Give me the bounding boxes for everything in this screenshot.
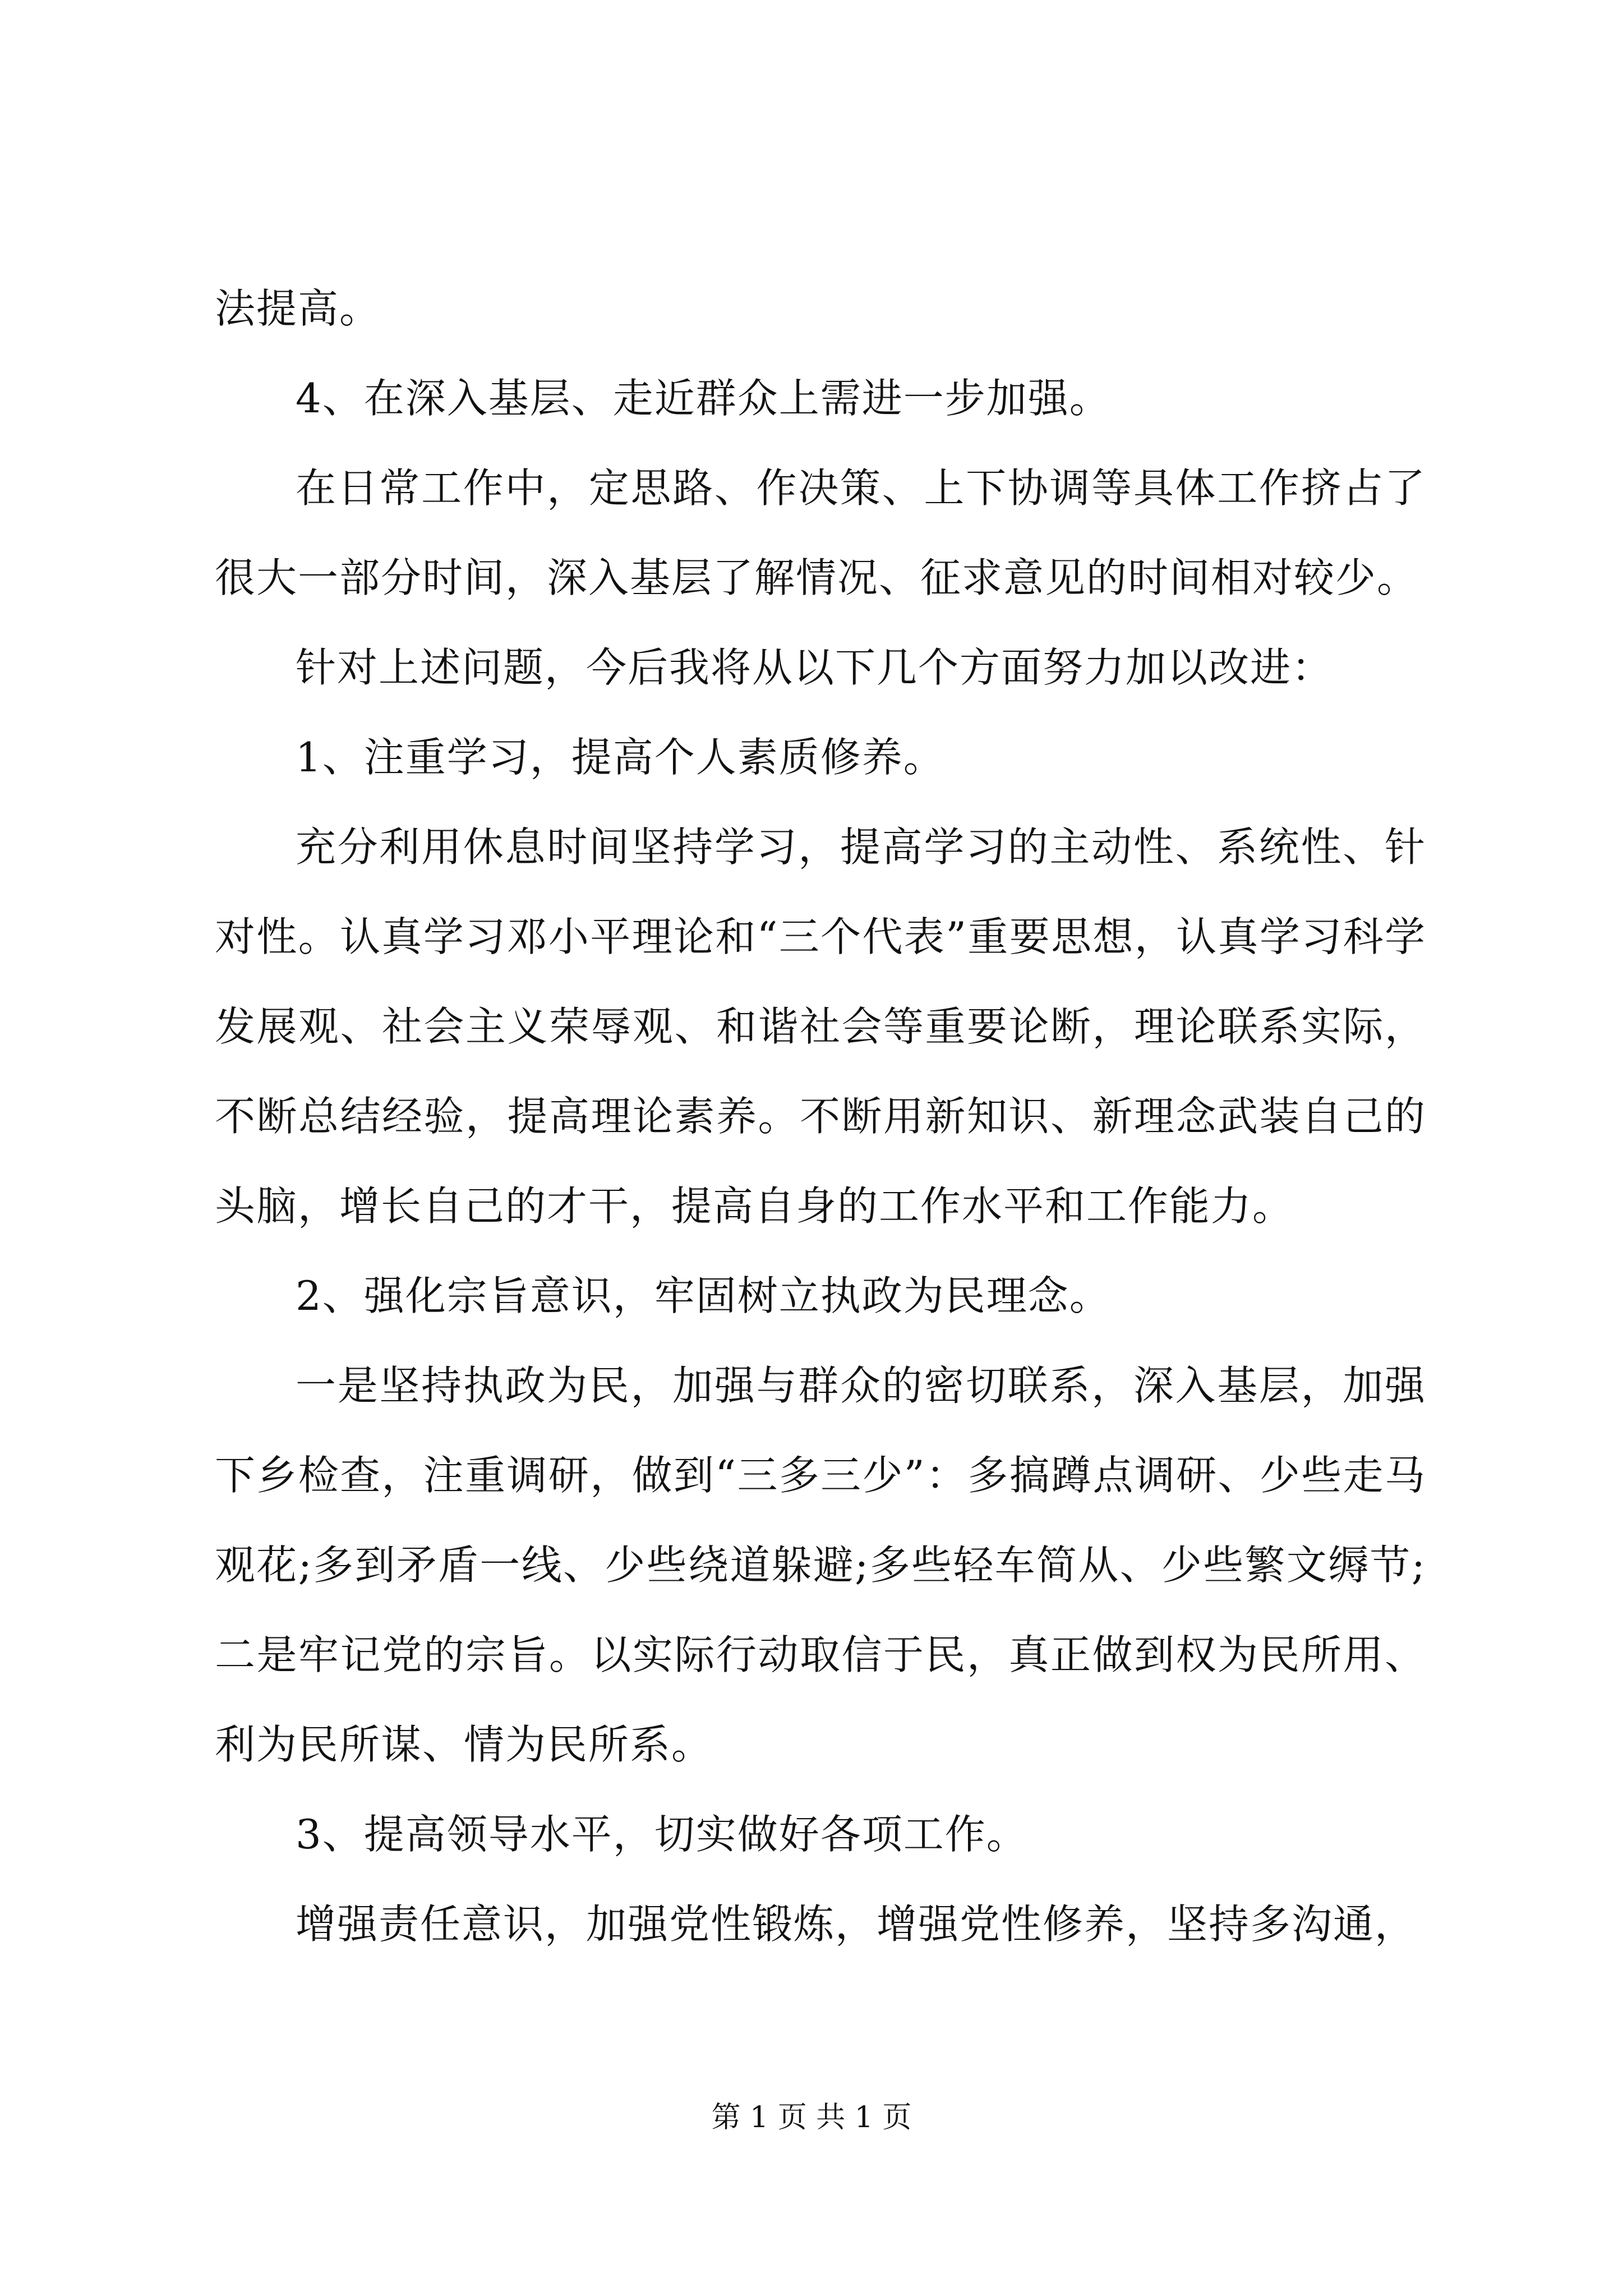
paragraph-6: 充分利用休息时间坚持学习，提高学习的主动性、系统性、针对性。认真学习邓小平理论和“三个代表”重要思想，认真学习科学发展观、社会主义荣辱观、和谐社会等重要论断，理论联系实际，不断总结经验，提高理论素养。不断用新知识、新理念武装自己的头脑，增长自己的才干，提高自身的工作水平和工作能力。 — [215, 823, 1426, 1230]
document-body — [215, 264, 1426, 1969]
paragraph-9: 3、提高领导水平，切实做好各项工作。 — [296, 1811, 1028, 1858]
paragraph-8: 一是坚持执政为民，加强与群众的密切联系，深入基层，加强下乡检查，注重调研，做到“三多三少”：多搞蹲点调研、少些走马观花;多到矛盾一线、少些绕道躲避;多些轻车简从、少些繁文缛节;二是牢记党的宗旨。以实际行动取信于民，真正做到权为民所用、利为民所谋、情为民所系。 — [215, 1362, 1426, 1768]
paragraph-1: 法提高。 — [215, 285, 381, 332]
paragraph-2: 4、在深入基层、走近群众上需进一步加强。 — [296, 375, 1111, 422]
page-footer: 第 1 页 共 1 页 — [711, 2101, 912, 2134]
paragraph-4: 针对上述问题，今后我将从以下几个方面努力加以改进： — [296, 644, 1334, 691]
paragraph-3: 在日常工作中，定思路、作决策、上下协调等具体工作挤占了很大一部分时间，深入基层了解情况、征求意见的时间相对较少。 — [215, 464, 1426, 601]
paragraph-7: 2、强化宗旨意识，牢固树立执政为民理念。 — [296, 1272, 1111, 1319]
paragraph-10: 增强责任意识，加强党性锻炼，增强党性修养，坚持多沟通， — [296, 1901, 1417, 1948]
paragraph-5: 1、注重学习，提高个人素质修养。 — [296, 734, 945, 781]
